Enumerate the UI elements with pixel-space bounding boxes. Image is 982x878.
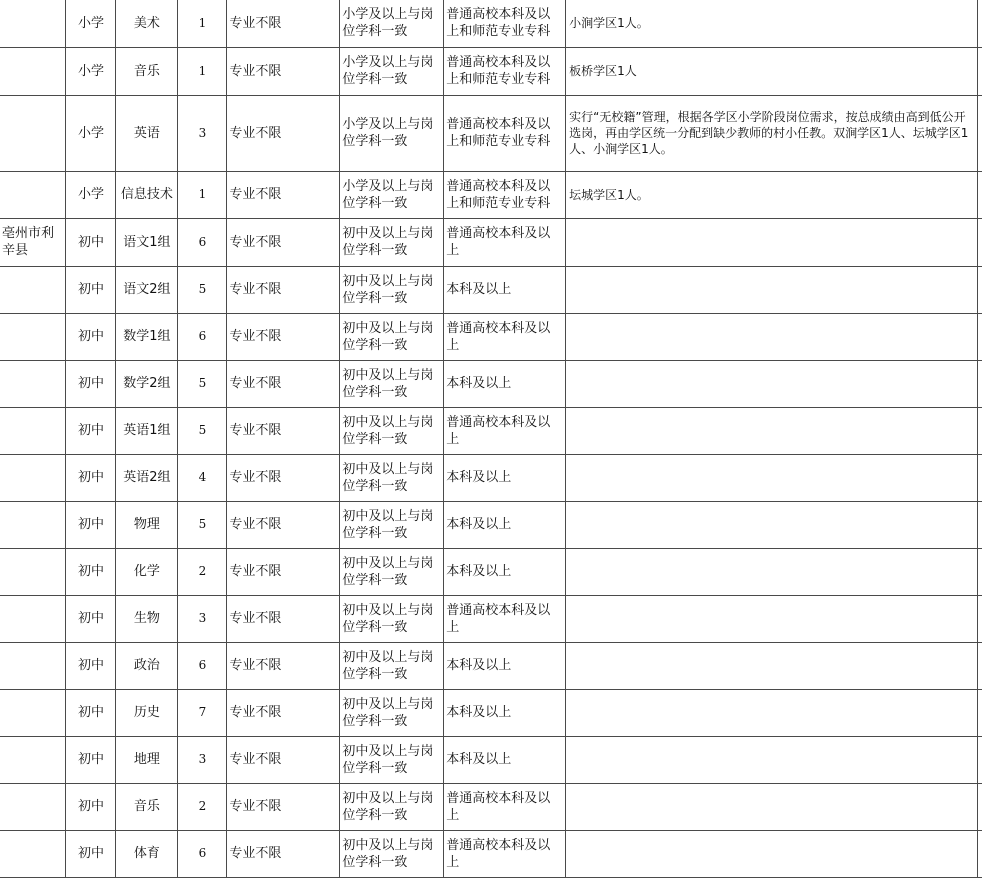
major-cell: 专业不限	[227, 218, 340, 266]
certificate-requirement-cell: 初中及以上与岗位学科一致	[340, 313, 444, 360]
school-level-cell: 初中	[66, 266, 116, 313]
subject-cell: 语文1组	[116, 218, 178, 266]
position-count-cell: 2	[178, 548, 227, 595]
subject-cell: 信息技术	[116, 171, 178, 218]
right-edge-cell	[977, 313, 982, 360]
region-cell	[0, 830, 66, 877]
right-edge-cell	[977, 47, 982, 95]
subject-cell: 历史	[116, 689, 178, 736]
region-cell	[0, 360, 66, 407]
position-count-cell: 7	[178, 689, 227, 736]
education-requirement-cell: 普通高校本科及以上	[444, 595, 566, 642]
certificate-requirement-cell: 初中及以上与岗位学科一致	[340, 360, 444, 407]
right-edge-cell	[977, 783, 982, 830]
major-cell: 专业不限	[227, 783, 340, 830]
position-count-cell: 6	[178, 218, 227, 266]
education-requirement-cell: 本科及以上	[444, 689, 566, 736]
region-cell	[0, 501, 66, 548]
education-requirement-cell: 本科及以上	[444, 736, 566, 783]
table-row	[0, 266, 982, 313]
table-row	[0, 595, 982, 642]
region-cell	[0, 47, 66, 95]
major-cell: 专业不限	[227, 689, 340, 736]
education-requirement-cell: 本科及以上	[444, 454, 566, 501]
school-level-cell: 初中	[66, 736, 116, 783]
right-edge-cell	[977, 689, 982, 736]
education-requirement-cell: 普通高校本科及以上	[444, 783, 566, 830]
region-cell	[0, 171, 66, 218]
major-cell: 专业不限	[227, 642, 340, 689]
certificate-requirement-cell: 初中及以上与岗位学科一致	[340, 736, 444, 783]
table-row	[0, 783, 982, 830]
right-edge-cell	[977, 266, 982, 313]
table-row	[0, 830, 982, 877]
note-cell	[566, 689, 978, 736]
note-cell	[566, 218, 978, 266]
region-cell	[0, 313, 66, 360]
major-cell: 专业不限	[227, 595, 340, 642]
school-level-cell: 初中	[66, 595, 116, 642]
major-cell: 专业不限	[227, 171, 340, 218]
position-count-cell: 1	[178, 171, 227, 218]
right-edge-cell	[977, 595, 982, 642]
education-requirement-cell: 普通高校本科及以上和师范专业专科	[444, 0, 566, 47]
major-cell: 专业不限	[227, 830, 340, 877]
school-level-cell: 初中	[66, 454, 116, 501]
school-level-cell: 初中	[66, 830, 116, 877]
table-row	[0, 47, 982, 95]
note-cell	[566, 548, 978, 595]
certificate-requirement-cell: 初中及以上与岗位学科一致	[340, 783, 444, 830]
table-row	[0, 736, 982, 783]
right-edge-cell	[977, 830, 982, 877]
school-level-cell: 初中	[66, 218, 116, 266]
subject-cell: 化学	[116, 548, 178, 595]
major-cell: 专业不限	[227, 407, 340, 454]
table-row	[0, 313, 982, 360]
certificate-requirement-cell: 初中及以上与岗位学科一致	[340, 689, 444, 736]
major-cell: 专业不限	[227, 360, 340, 407]
education-requirement-cell: 本科及以上	[444, 548, 566, 595]
table-row	[0, 0, 982, 47]
position-count-cell: 6	[178, 313, 227, 360]
subject-cell: 英语2组	[116, 454, 178, 501]
right-edge-cell	[977, 454, 982, 501]
table-row	[0, 171, 982, 218]
subject-cell: 英语	[116, 95, 178, 171]
major-cell: 专业不限	[227, 548, 340, 595]
note-cell	[566, 313, 978, 360]
table-row	[0, 548, 982, 595]
school-level-cell: 初中	[66, 783, 116, 830]
position-count-cell: 4	[178, 454, 227, 501]
note-cell	[566, 783, 978, 830]
education-requirement-cell: 普通高校本科及以上	[444, 407, 566, 454]
school-level-cell: 初中	[66, 360, 116, 407]
major-cell: 专业不限	[227, 313, 340, 360]
right-edge-cell	[977, 642, 982, 689]
note-cell	[566, 501, 978, 548]
table-row	[0, 218, 982, 266]
major-cell: 专业不限	[227, 501, 340, 548]
position-count-cell: 5	[178, 266, 227, 313]
education-requirement-cell: 普通高校本科及以上和师范专业专科	[444, 47, 566, 95]
major-cell: 专业不限	[227, 266, 340, 313]
position-count-cell: 3	[178, 95, 227, 171]
education-requirement-cell: 普通高校本科及以上和师范专业专科	[444, 171, 566, 218]
education-requirement-cell: 本科及以上	[444, 501, 566, 548]
major-cell: 专业不限	[227, 736, 340, 783]
region-cell	[0, 0, 66, 47]
subject-cell: 生物	[116, 595, 178, 642]
right-edge-cell	[977, 548, 982, 595]
major-cell: 专业不限	[227, 47, 340, 95]
note-cell	[566, 454, 978, 501]
region-cell	[0, 642, 66, 689]
certificate-requirement-cell: 初中及以上与岗位学科一致	[340, 218, 444, 266]
table-row	[0, 407, 982, 454]
certificate-requirement-cell: 小学及以上与岗位学科一致	[340, 0, 444, 47]
school-level-cell: 初中	[66, 689, 116, 736]
position-count-cell: 3	[178, 595, 227, 642]
right-edge-cell	[977, 218, 982, 266]
region-cell	[0, 689, 66, 736]
note-cell	[566, 407, 978, 454]
region-cell	[0, 407, 66, 454]
education-requirement-cell: 普通高校本科及以上	[444, 830, 566, 877]
education-requirement-cell: 普通高校本科及以上	[444, 313, 566, 360]
subject-cell: 数学1组	[116, 313, 178, 360]
school-level-cell: 初中	[66, 548, 116, 595]
school-level-cell: 小学	[66, 95, 116, 171]
position-count-cell: 1	[178, 47, 227, 95]
education-requirement-cell: 本科及以上	[444, 642, 566, 689]
region-cell	[0, 783, 66, 830]
table-row	[0, 360, 982, 407]
certificate-requirement-cell: 初中及以上与岗位学科一致	[340, 830, 444, 877]
subject-cell: 音乐	[116, 783, 178, 830]
subject-cell: 物理	[116, 501, 178, 548]
region-cell	[0, 95, 66, 171]
subject-cell: 地理	[116, 736, 178, 783]
certificate-requirement-cell: 小学及以上与岗位学科一致	[340, 171, 444, 218]
school-level-cell: 初中	[66, 501, 116, 548]
position-count-cell: 5	[178, 501, 227, 548]
right-edge-cell	[977, 360, 982, 407]
note-cell	[566, 736, 978, 783]
note-cell: 小涧学区1人。	[566, 0, 978, 47]
school-level-cell: 初中	[66, 407, 116, 454]
education-requirement-cell: 本科及以上	[444, 266, 566, 313]
table-row	[0, 501, 982, 548]
position-count-cell: 1	[178, 0, 227, 47]
note-cell: 板桥学区1人	[566, 47, 978, 95]
major-cell: 专业不限	[227, 95, 340, 171]
region-cell	[0, 548, 66, 595]
certificate-requirement-cell: 初中及以上与岗位学科一致	[340, 642, 444, 689]
certificate-requirement-cell: 初中及以上与岗位学科一致	[340, 595, 444, 642]
note-cell	[566, 830, 978, 877]
right-edge-cell	[977, 0, 982, 47]
school-level-cell: 初中	[66, 642, 116, 689]
certificate-requirement-cell: 初中及以上与岗位学科一致	[340, 407, 444, 454]
note-cell	[566, 595, 978, 642]
subject-cell: 政治	[116, 642, 178, 689]
region-cell	[0, 736, 66, 783]
position-count-cell: 6	[178, 830, 227, 877]
region-cell: 亳州市利辛县	[0, 218, 66, 266]
note-cell	[566, 266, 978, 313]
certificate-requirement-cell: 初中及以上与岗位学科一致	[340, 548, 444, 595]
note-cell	[566, 360, 978, 407]
note-cell: 坛城学区1人。	[566, 171, 978, 218]
position-count-cell: 5	[178, 360, 227, 407]
region-cell	[0, 266, 66, 313]
major-cell: 专业不限	[227, 454, 340, 501]
right-edge-cell	[977, 407, 982, 454]
certificate-requirement-cell: 初中及以上与岗位学科一致	[340, 454, 444, 501]
certificate-requirement-cell: 初中及以上与岗位学科一致	[340, 501, 444, 548]
table-row	[0, 454, 982, 501]
subject-cell: 体育	[116, 830, 178, 877]
school-level-cell: 小学	[66, 171, 116, 218]
subject-cell: 英语1组	[116, 407, 178, 454]
position-count-cell: 2	[178, 783, 227, 830]
subject-cell: 数学2组	[116, 360, 178, 407]
certificate-requirement-cell: 初中及以上与岗位学科一致	[340, 266, 444, 313]
education-requirement-cell: 普通高校本科及以上	[444, 218, 566, 266]
table-row	[0, 689, 982, 736]
certificate-requirement-cell: 小学及以上与岗位学科一致	[340, 47, 444, 95]
certificate-requirement-cell: 小学及以上与岗位学科一致	[340, 95, 444, 171]
note-cell: 实行“无校籍”管理，根据各学区小学阶段岗位需求，按总成绩由高到低公开选岗，再由学区统一分配到缺少教师的村小任教。双涧学区1人、坛城学区1人、小涧学区1人。	[566, 95, 978, 171]
note-cell	[566, 642, 978, 689]
region-cell	[0, 454, 66, 501]
table-row	[0, 95, 982, 171]
right-edge-cell	[977, 171, 982, 218]
region-cell	[0, 595, 66, 642]
right-edge-cell	[977, 501, 982, 548]
school-level-cell: 初中	[66, 313, 116, 360]
school-level-cell: 小学	[66, 0, 116, 47]
right-edge-cell	[977, 736, 982, 783]
position-count-cell: 6	[178, 642, 227, 689]
subject-cell: 语文2组	[116, 266, 178, 313]
education-requirement-cell: 普通高校本科及以上和师范专业专科	[444, 95, 566, 171]
education-requirement-cell: 本科及以上	[444, 360, 566, 407]
table-row	[0, 642, 982, 689]
position-count-cell: 5	[178, 407, 227, 454]
school-level-cell: 小学	[66, 47, 116, 95]
subject-cell: 美术	[116, 0, 178, 47]
right-edge-cell	[977, 95, 982, 171]
major-cell: 专业不限	[227, 0, 340, 47]
position-count-cell: 3	[178, 736, 227, 783]
subject-cell: 音乐	[116, 47, 178, 95]
